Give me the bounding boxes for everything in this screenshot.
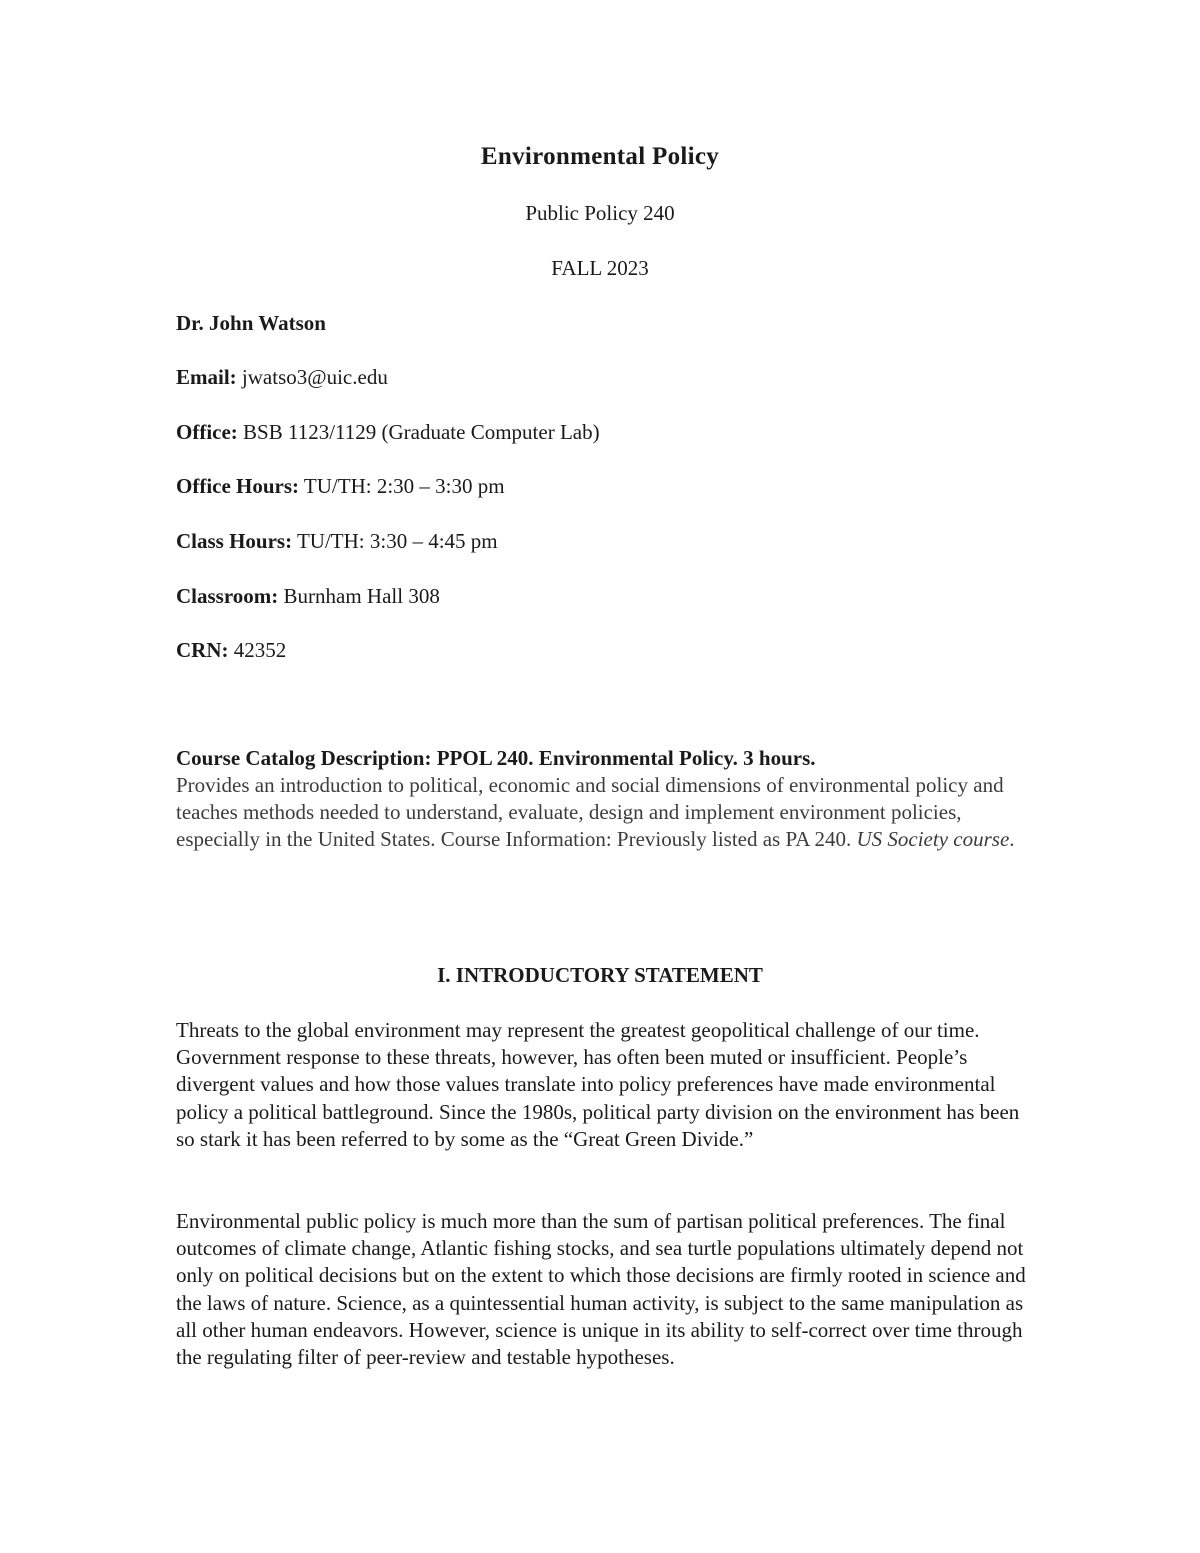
section-heading-introductory: I. INTRODUCTORY STATEMENT [437,963,763,987]
class-hours-value: TU/TH: 3:30 – 4:45 pm [292,529,498,553]
catalog-society-note: US Society course [856,827,1010,851]
intro-paragraph-1: Threats to the global environment may represent the greatest geopolitical challenge of our time. Government response to these threats, however, has often been muted or insufficient. People’s divergent values and how those values translate into policy preferences have made environmental policy a political battleground. Since the 1980s, political party division on the environment has been so stark it has been referred to by some as the “Great Green Divide.” [176,1018,1020,1151]
instructor-name [176,311,326,336]
classroom-line [176,584,440,609]
intro-paragraph-2: Environmental public policy is much more than the sum of partisan political preferences. The final outcomes of climate change, Atlantic fishing stocks, and sea turtle populations ultimately depend not only on political decisions but on the extent to which those decisions are firmly rooted in science and the laws of nature. Science, as a quintessential human activity, is subject to the same manipulation as all other human endeavors. However, science is unique in its ability to self-correct over time through the regulating filter of peer-review and testable hypotheses. [176,1209,1026,1370]
crn-label: CRN: [176,638,229,662]
document-title: Environmental Policy [480,143,720,170]
catalog-description [176,745,1036,853]
catalog-description-text [176,773,1015,851]
catalog-heading [176,745,1036,772]
class-hours-label: Class Hours: [176,529,293,553]
office-hours-label: Office Hours: [176,474,300,498]
catalog-course-title: PPOL 240. Environmental Policy. 3 hours. [431,746,816,770]
catalog-note-end: . [1009,827,1015,851]
crn-line [176,638,286,663]
email-line [176,365,388,390]
office-label: Office: [176,420,238,444]
crn-value: 42352 [228,638,287,662]
office-hours-value: TU/TH: 2:30 – 3:30 pm [299,474,505,498]
office-value: BSB 1123/1129 (Graduate Computer Lab) [237,420,600,444]
office-hours-line [176,474,505,499]
class-hours-line [176,529,498,554]
office-line [176,420,600,445]
instructor-name-text: Dr. John Watson [176,311,326,335]
catalog-label: Course Catalog Description: [176,746,432,770]
catalog-description-body: Provides an introduction to political, economic and social dimensions of environmental policy and teaches methods needed to understand, evaluate, design and implement environment policies, especially in the United States. Course Information: Previously listed as PA 240. [176,773,1004,851]
term: FALL 2023 [551,256,649,280]
classroom-value: Burnham Hall 308 [278,584,440,608]
course-number: Public Policy 240 [525,201,675,225]
email-value: jwatso3@uic.edu [236,365,388,389]
email-label: Email: [176,365,237,389]
classroom-label: Classroom: [176,584,279,608]
